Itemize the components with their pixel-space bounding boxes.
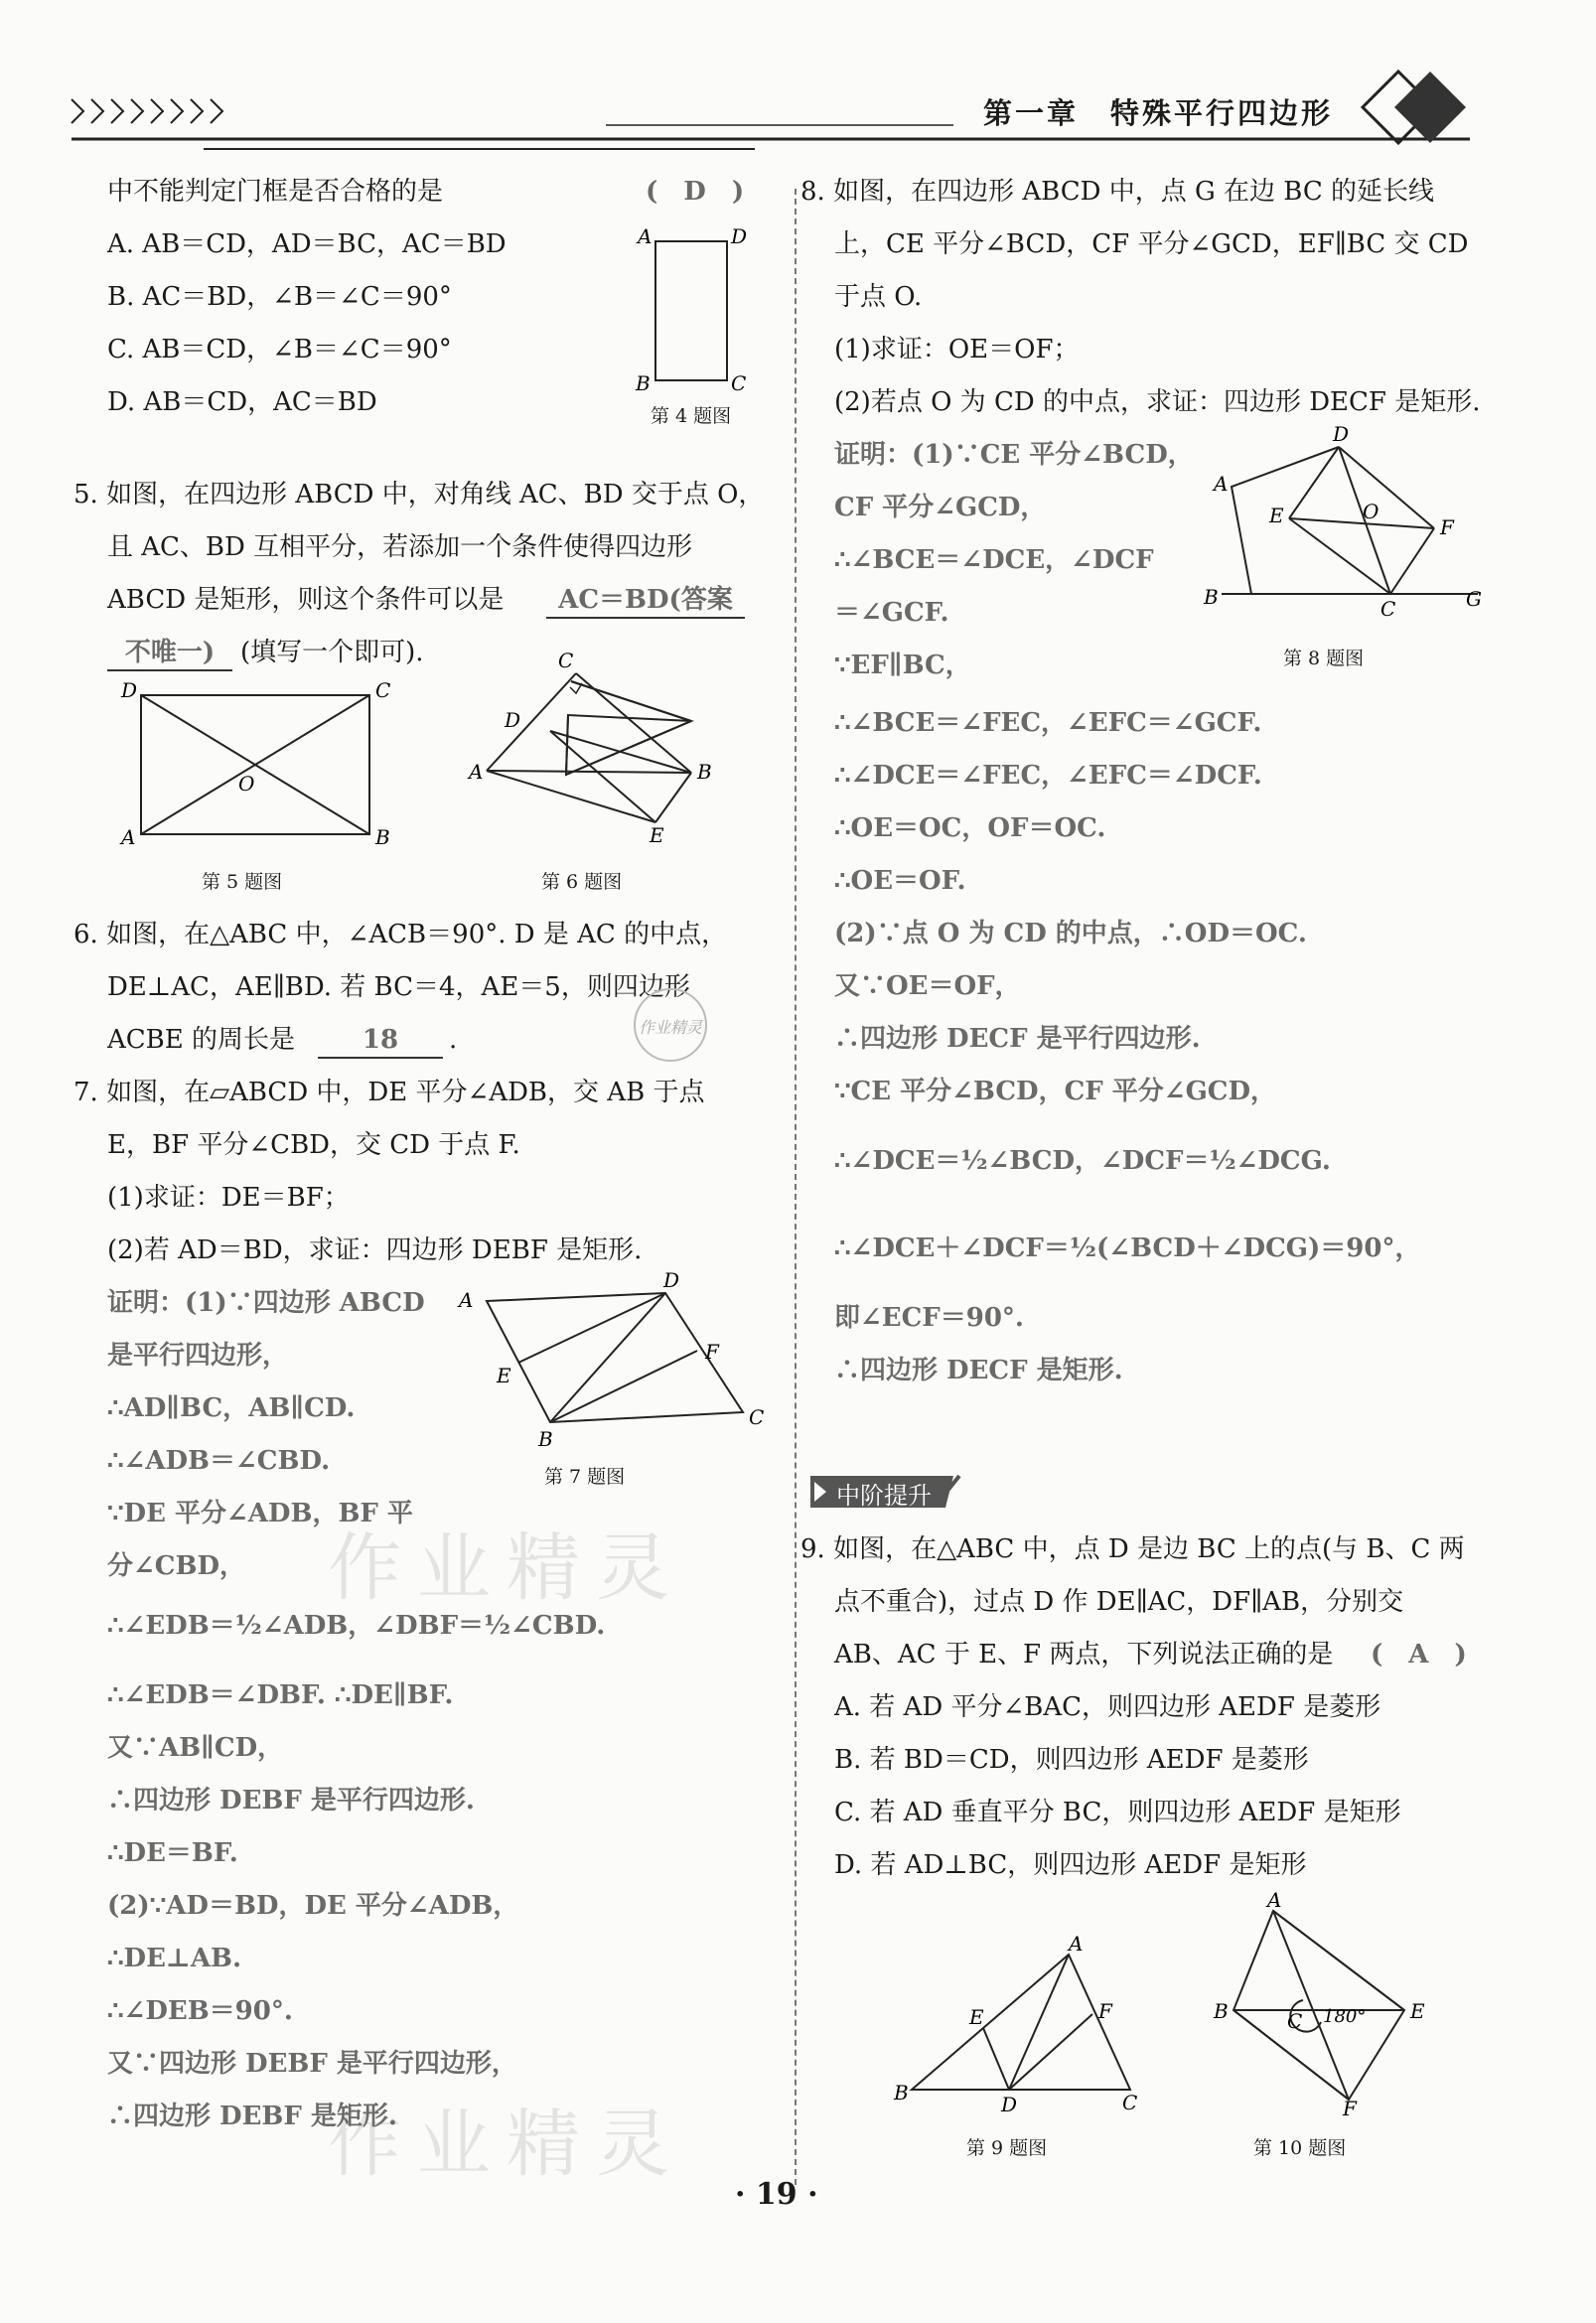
q7-part1: (1)求证：DE＝BF； bbox=[107, 1183, 350, 1213]
q7-proof-9: 又∵AB∥CD， bbox=[107, 1733, 284, 1763]
figure-7-caption: 第 7 题图 bbox=[544, 1466, 626, 1488]
figure-8-caption: 第 8 题图 bbox=[1283, 648, 1365, 669]
q8-line2: 上，CE 平分∠BCD，CF 平分∠GCD，EF∥BC 交 CD bbox=[834, 229, 1469, 259]
svg-text:D: D bbox=[1001, 2093, 1018, 2116]
figure-10-caption: 第 10 题图 bbox=[1253, 2137, 1347, 2159]
figure-10 bbox=[1212, 1888, 1425, 2120]
q8-proof-1: 证明：(1)∵CE 平分∠BCD， bbox=[834, 440, 1194, 470]
svg-text:B: B bbox=[636, 371, 651, 395]
figure-5-caption: 第 5 题图 bbox=[202, 871, 283, 893]
watermark: 作业精灵 bbox=[328, 2102, 685, 2187]
q7-proof-1: 证明：(1)∵四边形 ABCD bbox=[107, 1288, 425, 1318]
svg-text:A: A bbox=[459, 1288, 474, 1312]
header-decoration bbox=[0, 0, 1596, 159]
q7-proof-4: ∴∠ADB＝∠CBD. bbox=[107, 1446, 331, 1476]
svg-text:C: C bbox=[731, 371, 747, 395]
q8-proof-11: 又∵OE＝OF， bbox=[834, 971, 1021, 1001]
chapter-title: 第一章 特殊平行四边形 bbox=[983, 96, 1334, 130]
figure-4 bbox=[626, 223, 755, 397]
q6-answer: 18 bbox=[318, 1023, 443, 1059]
q8-proof-9: ∴OE＝OF. bbox=[834, 866, 966, 896]
q8-proof-17: ∴四边形 DECF 是矩形. bbox=[834, 1356, 1123, 1385]
q7-proof-10: ∴四边形 DEBF 是平行四边形. bbox=[107, 1786, 475, 1815]
q9-option-b: B. 若 BD＝CD，则四边形 AEDF 是菱形 bbox=[834, 1745, 1309, 1775]
svg-text:D: D bbox=[121, 678, 138, 702]
q6-line3: ACBE 的周长是 bbox=[107, 1025, 296, 1055]
q7-proof-3: ∴AD∥BC，AB∥CD. bbox=[107, 1393, 356, 1423]
svg-text:A: A bbox=[121, 825, 136, 849]
page-number: · 19 · bbox=[735, 2177, 818, 2212]
figure-9-caption: 第 9 题图 bbox=[966, 2137, 1048, 2159]
q7-proof-12: (2)∵AD＝BD，DE 平分∠ADB， bbox=[107, 1891, 519, 1921]
q5-line3: ABCD 是矩形，则这个条件可以是 bbox=[107, 585, 505, 615]
q9-line3: AB、AC 于 E、F 两点，下列说法正确的是 bbox=[834, 1640, 1334, 1670]
q7-line1: 7. 如图，在▱ABCD 中，DE 平分∠ADB，交 AB 于点 bbox=[73, 1078, 705, 1107]
svg-text:A: A bbox=[1214, 472, 1229, 496]
q8-proof-13: ∵CE 平分∠BCD，CF 平分∠GCD， bbox=[834, 1077, 1277, 1106]
figure-8 bbox=[1192, 422, 1500, 626]
q4-option-a: A. AB＝CD，AD＝BC，AC＝BD bbox=[107, 229, 507, 259]
svg-text:C: C bbox=[1380, 597, 1396, 621]
q4-answer: ( D ) bbox=[646, 177, 745, 207]
q8-proof-8: ∴OE＝OC，OF＝OC. bbox=[834, 813, 1106, 843]
q5-answer-cont: 不唯一) bbox=[107, 636, 232, 671]
svg-text:C: C bbox=[1287, 2009, 1303, 2033]
svg-text:B: B bbox=[375, 825, 390, 849]
q8-proof-10: (2)∵点 O 为 CD 的中点，∴OD＝OC. bbox=[834, 919, 1307, 948]
svg-text:D: D bbox=[731, 224, 748, 248]
svg-text:B: B bbox=[697, 760, 712, 784]
svg-text:作业精灵: 作业精灵 bbox=[638, 1018, 703, 1037]
svg-text:C: C bbox=[1122, 2091, 1138, 2114]
q8-proof-16: 即∠ECF＝90°. bbox=[834, 1303, 1024, 1333]
q4-option-d: D. AB＝CD，AC＝BD bbox=[107, 387, 377, 417]
q5-line2: 且 AC、BD 互相平分，若添加一个条件使得四边形 bbox=[107, 532, 693, 562]
svg-text:B: B bbox=[538, 1427, 553, 1451]
q7-proof-2: 是平行四边形， bbox=[107, 1341, 289, 1371]
q8-part2: (2)若点 O 为 CD 的中点，求证：四边形 DECF 是矩形. bbox=[834, 387, 1481, 417]
q9-line1: 9. 如图，在△ABC 中，点 D 是边 BC 上的点(与 B、C 两 bbox=[800, 1534, 1465, 1564]
q8-part1: (1)求证：OE＝OF； bbox=[834, 335, 1080, 364]
q8-proof-12: ∴四边形 DECF 是平行四边形. bbox=[834, 1024, 1201, 1054]
q4-stem: 中不能判定门框是否合格的是 bbox=[107, 177, 444, 207]
svg-text:E: E bbox=[650, 823, 664, 847]
q4-option-c: C. AB＝CD，∠B＝∠C＝90° bbox=[107, 335, 452, 364]
svg-text:O: O bbox=[1363, 500, 1379, 523]
svg-text:180°: 180° bbox=[1323, 2006, 1367, 2027]
q5-answer: AC＝BD(答案 bbox=[546, 583, 745, 619]
q7-proof-5: ∵DE 平分∠ADB，BF 平 bbox=[107, 1499, 413, 1528]
q7-proof-7: ∴∠EDB＝½∠ADB，∠DBF＝½∠CBD. bbox=[107, 1611, 606, 1641]
stamp bbox=[606, 983, 735, 1073]
q7-proof-11: ∴DE＝BF. bbox=[107, 1838, 238, 1868]
q8-proof-15: ∴∠DCE＋∠DCF＝½(∠BCD＋∠DCG)＝90°， bbox=[834, 1234, 1421, 1263]
q6-line2: DE⊥AC，AE∥BD. 若 BC＝4，AE＝5，则四边形 bbox=[107, 972, 690, 1002]
q4-option-b: B. AC＝BD，∠B＝∠C＝90° bbox=[107, 282, 452, 312]
svg-text:A: A bbox=[1069, 1932, 1084, 1956]
q8-proof-4: ＝∠GCF. bbox=[834, 598, 949, 628]
q7-proof-8: ∴∠EDB＝∠DBF. ∴DE∥BF. bbox=[107, 1680, 454, 1710]
svg-text:E: E bbox=[497, 1364, 511, 1387]
q7-proof-13: ∴DE⊥AB. bbox=[107, 1944, 242, 1973]
figure-6-caption: 第 6 题图 bbox=[541, 871, 623, 893]
q5-line4: (填写一个即可). bbox=[240, 638, 424, 667]
q8-proof-2: CF 平分∠GCD， bbox=[834, 493, 1047, 522]
svg-text:D: D bbox=[505, 708, 521, 732]
q7-proof-16: ∴四边形 DEBF 是矩形. bbox=[107, 2102, 397, 2131]
q8-proof-7: ∴∠DCE＝∠FEC，∠EFC＝∠DCF. bbox=[834, 761, 1262, 791]
q6-period: . bbox=[449, 1025, 458, 1055]
svg-text:O: O bbox=[238, 772, 255, 796]
svg-text:C: C bbox=[375, 678, 391, 702]
figure-9 bbox=[884, 1932, 1152, 2116]
q9-option-d: D. 若 AD⊥BC，则四边形 AEDF 是矩形 bbox=[834, 1850, 1307, 1880]
q7-proof-15: 又∵四边形 DEBF 是平行四边形， bbox=[107, 2049, 517, 2079]
figure-5 bbox=[119, 675, 397, 854]
q5-line1: 5. 如图，在四边形 ABCD 中，对角线 AC、BD 交于点 O， bbox=[73, 480, 765, 509]
svg-text:C: C bbox=[749, 1405, 765, 1429]
q8-proof-5: ∵EF∥BC， bbox=[834, 651, 971, 680]
q8-proof-6: ∴∠BCE＝∠FEC，∠EFC＝∠GCF. bbox=[834, 708, 1262, 738]
svg-text:G: G bbox=[1466, 587, 1482, 611]
q8-proof-14: ∴∠DCE＝½∠BCD，∠DCF＝½∠DCG. bbox=[834, 1146, 1331, 1176]
section-badge bbox=[804, 1468, 963, 1516]
q8-proof-3: ∴∠BCE＝∠DCE，∠DCF bbox=[834, 545, 1154, 575]
q7-proof-14: ∴∠DEB＝90°. bbox=[107, 1996, 293, 2026]
svg-text:A: A bbox=[469, 760, 484, 784]
q7-proof-6: 分∠CBD， bbox=[107, 1551, 246, 1581]
q9-option-a: A. 若 AD 平分∠BAC，则四边形 AEDF 是菱形 bbox=[834, 1692, 1381, 1722]
q7-part2: (2)若 AD＝BD，求证：四边形 DEBF 是矩形. bbox=[107, 1235, 643, 1265]
svg-text:C: C bbox=[558, 649, 574, 672]
svg-text:F: F bbox=[1343, 2097, 1357, 2120]
svg-text:E: E bbox=[1410, 1999, 1425, 2023]
svg-text:F: F bbox=[1440, 515, 1454, 539]
q9-line2: 点不重合)，过点 D 作 DE∥AC，DF∥AB，分别交 bbox=[834, 1587, 1404, 1617]
svg-text:E: E bbox=[969, 2005, 984, 2029]
svg-text:A: A bbox=[1267, 1888, 1282, 1912]
svg-text:B: B bbox=[894, 2081, 909, 2105]
column-divider bbox=[795, 189, 797, 2185]
q9-answer: ( A ) bbox=[1371, 1640, 1467, 1670]
svg-text:D: D bbox=[663, 1268, 680, 1292]
q7-line2: E，BF 平分∠CBD，交 CD 于点 F. bbox=[107, 1130, 520, 1160]
watermark: 作业精灵 bbox=[328, 1525, 685, 1611]
q8-line1: 8. 如图，在四边形 ABCD 中，点 G 在边 BC 的延长线 bbox=[800, 177, 1435, 207]
q6-line1: 6. 如图，在△ABC 中，∠ACB＝90°. D 是 AC 的中点， bbox=[73, 920, 728, 949]
q9-option-c: C. 若 AD 垂直平分 BC，则四边形 AEDF 是矩形 bbox=[834, 1798, 1401, 1827]
svg-text:E: E bbox=[1269, 504, 1284, 527]
figure-6 bbox=[467, 646, 735, 854]
figure-7 bbox=[457, 1268, 765, 1451]
svg-text:F: F bbox=[1098, 1999, 1112, 2023]
figure-4-caption: 第 4 题图 bbox=[651, 405, 732, 427]
svg-text:F: F bbox=[705, 1340, 719, 1364]
svg-text:B: B bbox=[1204, 585, 1219, 609]
q8-line3: 于点 O. bbox=[834, 282, 923, 312]
svg-text:A: A bbox=[638, 224, 653, 248]
svg-text:D: D bbox=[1333, 422, 1350, 446]
diamond-filled-icon bbox=[1394, 72, 1466, 143]
section-badge-label: 中阶提升 bbox=[836, 1482, 932, 1510]
svg-text:B: B bbox=[1214, 1999, 1229, 2023]
